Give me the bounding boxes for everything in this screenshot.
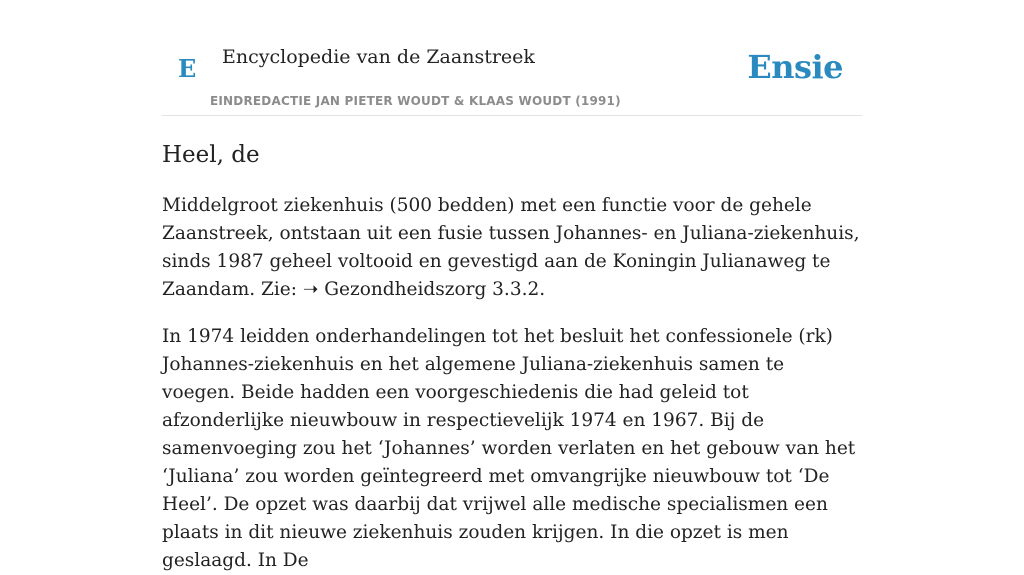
entry-paragraph-2: In 1974 leidden onderhandelingen tot het besluit het confessionele (rk) Johannes-ziekenhuis en het algemene Juliana-ziekenhuis samen te voegen. Beide hadden een voorgeschiedenis die had geleid tot afzonderlijke nieuwbouw in respectievelijk 1974 en 1967. Bij de samenvoeging zou het ‘Johannes’ worden verlaten en het gebouw van het ‘Juliana’ zou worden geïntegreerd met omvangrijke nieuwbouw tot ‘De Heel’. De opzet was daarbij dat vrijwel alle medische specialismen een plaats in dit nieuwe ziekenhuis zouden krijgen. In die opzet is men geslaagd. In De bbox=[162, 326, 856, 571]
entry-paragraph-1 bbox=[162, 192, 862, 304]
entry-content bbox=[162, 138, 862, 575]
book-editors: EINDREDACTIE JAN PIETER WOUDT & KLAAS WOUDT (1991) bbox=[210, 94, 621, 108]
cross-reference-link[interactable]: ➝ Gezondheidszorg 3.3.2. bbox=[302, 279, 546, 300]
book-title[interactable]: Encyclopedie van de Zaanstreek bbox=[222, 46, 535, 68]
entry-title: Heel, de bbox=[162, 142, 260, 168]
ensie-logo[interactable]: Ensie bbox=[747, 48, 843, 86]
book-logo[interactable]: E bbox=[178, 54, 197, 83]
site-header bbox=[162, 0, 862, 116]
paragraph-1-text: Middelgroot ziekenhuis (500 bedden) met een functie voor de gehele Zaanstreek, ontstaan uit een fusie tussen Johannes- en Juliana-ziekenhuis, sinds 1987 geheel voltooid en gevestigd aan de Koningin Julianaweg te Zaandam. Zie: bbox=[162, 195, 860, 300]
